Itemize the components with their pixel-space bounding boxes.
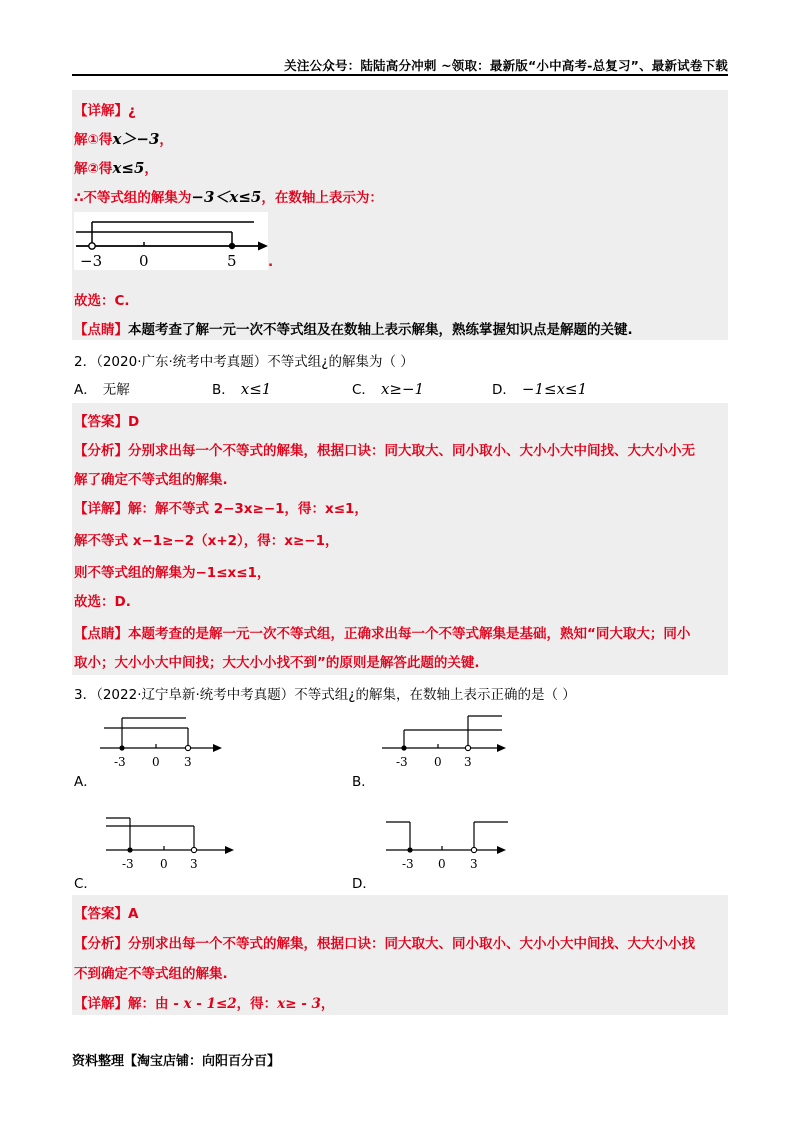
q3-option-b: B． (352, 774, 375, 790)
page-footer: 资料整理【淘宝店铺：向阳百分百】 (72, 1054, 281, 1069)
tick-label-neg3: −3 (80, 252, 103, 270)
q3-figure-d (384, 814, 516, 872)
q3-option-c: C． (74, 876, 97, 892)
svg-text:-3: -3 (402, 857, 414, 871)
svg-text:3: 3 (184, 755, 192, 769)
q2-choice-line: 故选：D. (74, 594, 131, 610)
q3-answer-line: 【答案】A (74, 906, 139, 922)
q2-analysis-line-1: 【分析】分别求出每一个不等式的解集，根据口诀：同大取大、同小取小、大小小大中间找、大大小小无 (74, 443, 695, 459)
detail-line-3: ∴不等式组的解集为−3＜x≤5，在数轴上表示为： (74, 188, 383, 206)
q2-comment-line-2: 取小；大小小大中间找；大大小小找不到”的原则是解答此题的关键. (74, 655, 480, 671)
q2-answer-line: 【答案】D (74, 414, 140, 430)
math-solution-set: −3＜x≤5 (191, 188, 262, 206)
tick-label-5: 5 (227, 252, 237, 270)
q3-analysis-line-2: 不到确定不等式组的解集. (74, 966, 228, 982)
q3-analysis-line-1: 【分析】分别求出每一个不等式的解集，根据口诀：同大取大、同小取小、大小小大中间找、大大小小找 (74, 936, 695, 952)
svg-text:0: 0 (438, 857, 446, 871)
q2-option-a: A． 无解 (74, 382, 130, 398)
page-header: 关注公众号：陆陆高分冲刺 ~领取：最新版“小中高考-总复习”、最新试卷下载 (284, 58, 728, 73)
svg-text:-3: -3 (122, 857, 134, 871)
q3-option-d: D． (352, 876, 376, 892)
svg-text:-3: -3 (114, 755, 126, 769)
q3-option-a: A． (74, 774, 97, 790)
math-x-le-5: x≤5 (112, 159, 145, 177)
svg-text:-3: -3 (396, 755, 408, 769)
header-rule (72, 74, 728, 76)
svg-text:0: 0 (434, 755, 442, 769)
q3-figure-c (104, 814, 240, 872)
q2-option-b: B． x≤1 (212, 380, 272, 398)
q3-figure-b (380, 712, 512, 770)
number-line-figure (74, 212, 274, 270)
choice-line-1: 故选：C. (74, 293, 130, 309)
tick-label-0: 0 (139, 252, 149, 270)
math-x-gt-neg3: x＞−3 (112, 130, 160, 148)
svg-text:0: 0 (160, 857, 168, 871)
q2-option-c: C． x≥−1 (352, 380, 425, 398)
q2-option-d: D． −1≤x≤1 (492, 380, 588, 398)
svg-text:0: 0 (152, 755, 160, 769)
q2-detail-line-3: 则不等式组的解集为−1≤x≤1， (74, 565, 271, 581)
svg-text:3: 3 (464, 755, 472, 769)
svg-text:3: 3 (470, 857, 478, 871)
figure-trailing-period: . (268, 254, 274, 270)
comment-line-1: 【点睛】本题考查了解一元一次不等式组及在数轴上表示解集，熟练掌握知识点是解题的关键. (74, 322, 633, 338)
q3-answer: A (128, 906, 139, 922)
q2-detail-line-1: 【详解】解：解不等式 2−3x≥−1，得：x≤1， (74, 501, 368, 517)
detail-line-2: 解②得x≤5， (74, 159, 158, 177)
q3-figure-a (98, 712, 228, 770)
q3-detail-line-1: 【详解】解：由 - x - 1≤2，得：x≥ - 3， (74, 996, 335, 1012)
q2-comment-line-1: 【点睛】本题考查的是解一元一次不等式组，正确求出每一个不等式解集是基础，熟知“同大取大；同小 (74, 626, 691, 642)
detail-tag: 【详解】 (74, 103, 128, 119)
detail-line-1: 解①得x＞−3， (74, 130, 173, 148)
svg-text:3: 3 (190, 857, 198, 871)
question-3-stem: 3．（2022·辽宁阜新·统考中考真题）不等式组¿的解集，在数轴上表示正确的是（ ） (74, 687, 576, 703)
detail-mark: ¿ (128, 103, 136, 119)
q2-analysis-line-2: 解了确定不等式组的解集. (74, 472, 228, 488)
question-2-stem: 2．（2020·广东·统考中考真题）不等式组¿的解集为（ ） (74, 354, 414, 370)
q2-answer: D (128, 414, 140, 430)
detail-line-heading (74, 99, 136, 119)
q2-detail-line-2: 解不等式 x−1≥−2（x+2），得：x≥−1， (74, 533, 339, 549)
